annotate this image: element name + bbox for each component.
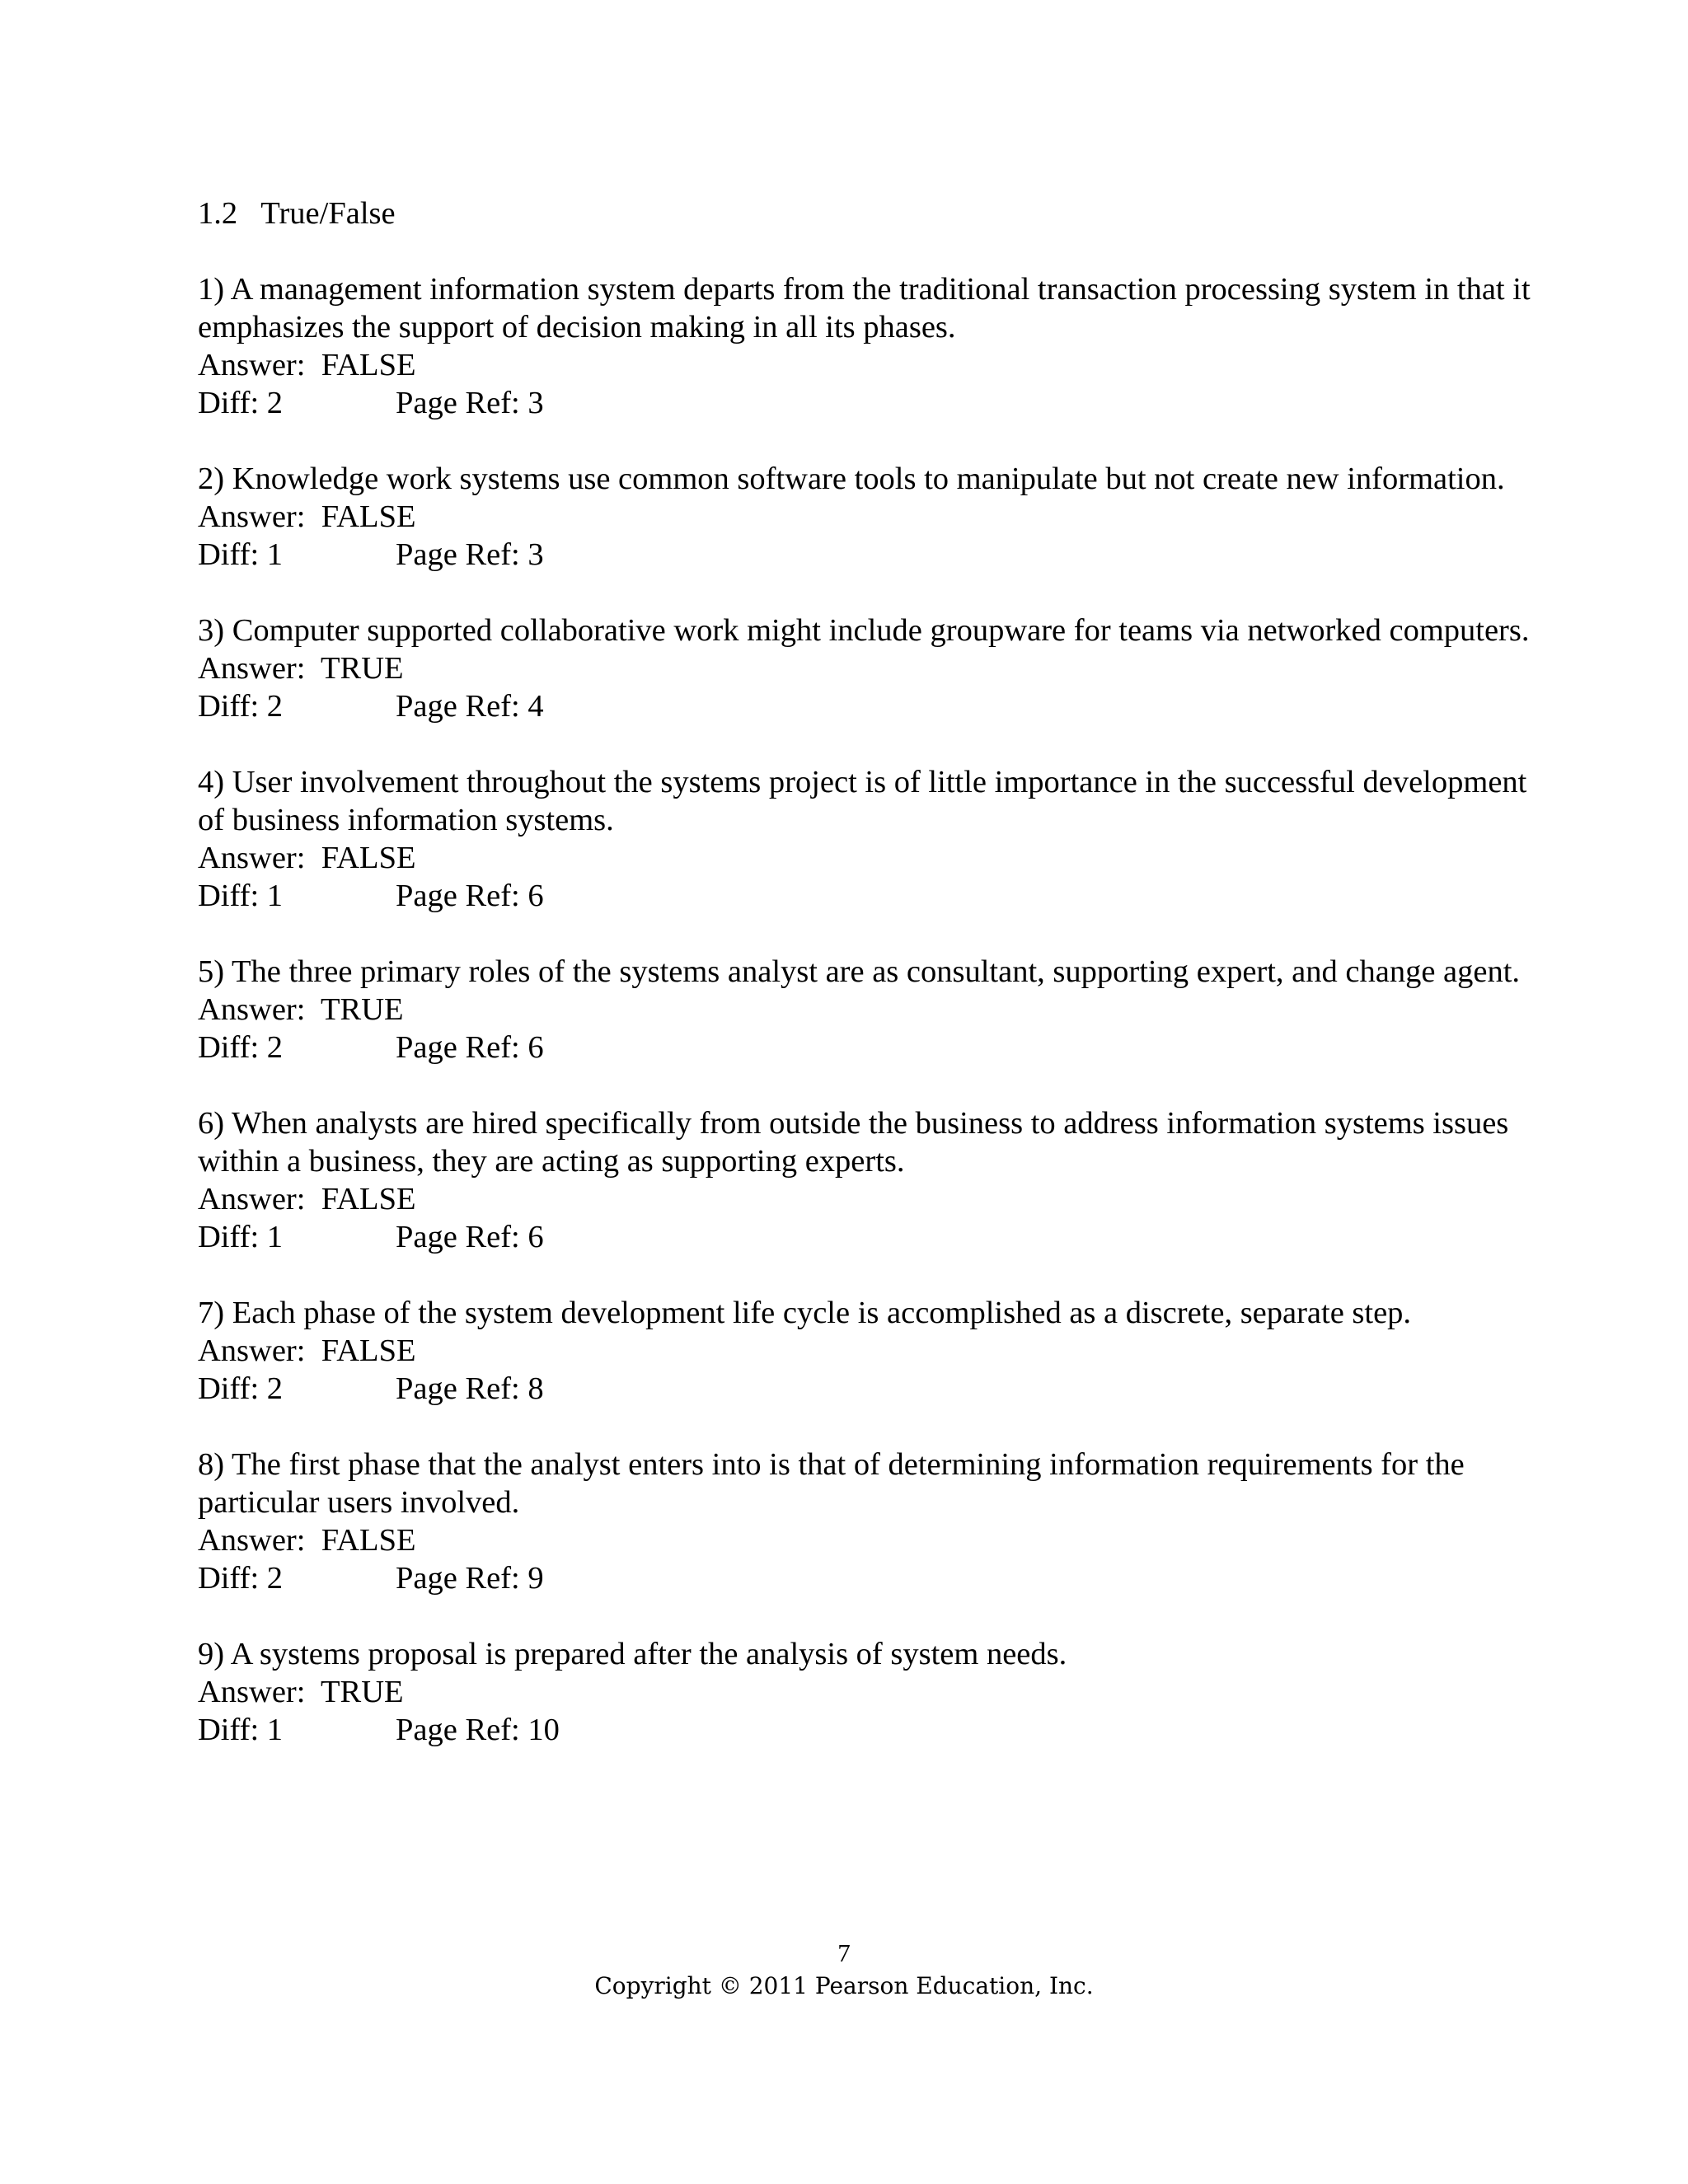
question-item <box>198 763 1550 915</box>
question-text: 7) Each phase of the system development life cycle is accomplished as a discrete, separate step. <box>198 1296 1412 1330</box>
question-text: 1) A management information system departs from the traditional transaction processing system in that it emphasizes the support of decision making in all its phases. <box>198 272 1531 344</box>
difficulty-label: Diff: 1 <box>198 1220 284 1254</box>
difficulty-label: Diff: 1 <box>198 537 284 572</box>
question-text: 5) The three primary roles of the systems analyst are as consultant, supporting expert, and change agent. <box>198 954 1521 989</box>
answer-line: Answer: FALSE <box>198 1182 416 1216</box>
question-item <box>198 612 1550 725</box>
difficulty-label: Diff: 2 <box>198 386 284 420</box>
answer-line: Answer: FALSE <box>198 1523 416 1558</box>
question-item <box>198 1294 1550 1408</box>
question-item <box>198 1104 1550 1256</box>
difficulty-label: Diff: 2 <box>198 1371 284 1406</box>
question-item <box>198 270 1550 422</box>
page-ref-label: Page Ref: 4 <box>396 689 544 724</box>
question-text: 3) Computer supported collaborative work might include groupware for teams via networked computers. <box>198 613 1530 648</box>
page-content <box>198 194 1550 1787</box>
difficulty-label: Diff: 1 <box>198 879 284 913</box>
copyright-notice: Copyright © 2011 Pearson Education, Inc. <box>594 1972 1094 1999</box>
answer-line: Answer: TRUE <box>198 1675 404 1709</box>
question-meta <box>198 1218 1550 1256</box>
answer-line: Answer: FALSE <box>198 841 416 875</box>
page-ref-label: Page Ref: 9 <box>396 1561 544 1596</box>
difficulty-label: Diff: 1 <box>198 1713 284 1747</box>
question-item <box>198 953 1550 1066</box>
section-heading: 1.2 True/False <box>198 196 396 231</box>
question-text: 6) When analysts are hired specifically from outside the business to address information systems issues within a business, they are acting as supporting experts. <box>198 1106 1509 1179</box>
question-text: 2) Knowledge work systems use common software tools to manipulate but not create new information. <box>198 462 1505 496</box>
difficulty-label: Diff: 2 <box>198 689 284 724</box>
question-text: 9) A systems proposal is prepared after the analysis of system needs. <box>198 1637 1067 1671</box>
page-ref-label: Page Ref: 10 <box>396 1713 560 1747</box>
answer-line: Answer: TRUE <box>198 992 404 1027</box>
page-number: 7 <box>837 1938 851 1967</box>
question-meta <box>198 1370 1550 1408</box>
question-item <box>198 1446 1550 1597</box>
answer-line: Answer: TRUE <box>198 651 404 686</box>
question-text: 8) The first phase that the analyst enters into is that of determining information requirements for the particular users involved. <box>198 1447 1465 1520</box>
difficulty-label: Diff: 2 <box>198 1030 284 1065</box>
question-meta <box>198 536 1550 574</box>
question-item <box>198 1635 1550 1749</box>
page-ref-label: Page Ref: 6 <box>396 879 544 913</box>
question-meta <box>198 1029 1550 1066</box>
page-ref-label: Page Ref: 8 <box>396 1371 544 1406</box>
page-ref-label: Page Ref: 3 <box>396 537 544 572</box>
question-meta <box>198 1559 1550 1597</box>
page-footer <box>0 1937 1688 2003</box>
answer-line: Answer: FALSE <box>198 499 416 534</box>
question-meta <box>198 384 1550 422</box>
question-meta <box>198 687 1550 725</box>
page-ref-label: Page Ref: 6 <box>396 1030 544 1065</box>
question-meta <box>198 877 1550 915</box>
question-meta <box>198 1711 1550 1749</box>
question-text: 4) User involvement throughout the systems project is of little importance in the successful development of business information systems. <box>198 765 1527 837</box>
question-item <box>198 460 1550 574</box>
difficulty-label: Diff: 2 <box>198 1561 284 1596</box>
page-ref-label: Page Ref: 3 <box>396 386 544 420</box>
answer-line: Answer: FALSE <box>198 348 416 382</box>
answer-line: Answer: FALSE <box>198 1333 416 1368</box>
page-ref-label: Page Ref: 6 <box>396 1220 544 1254</box>
